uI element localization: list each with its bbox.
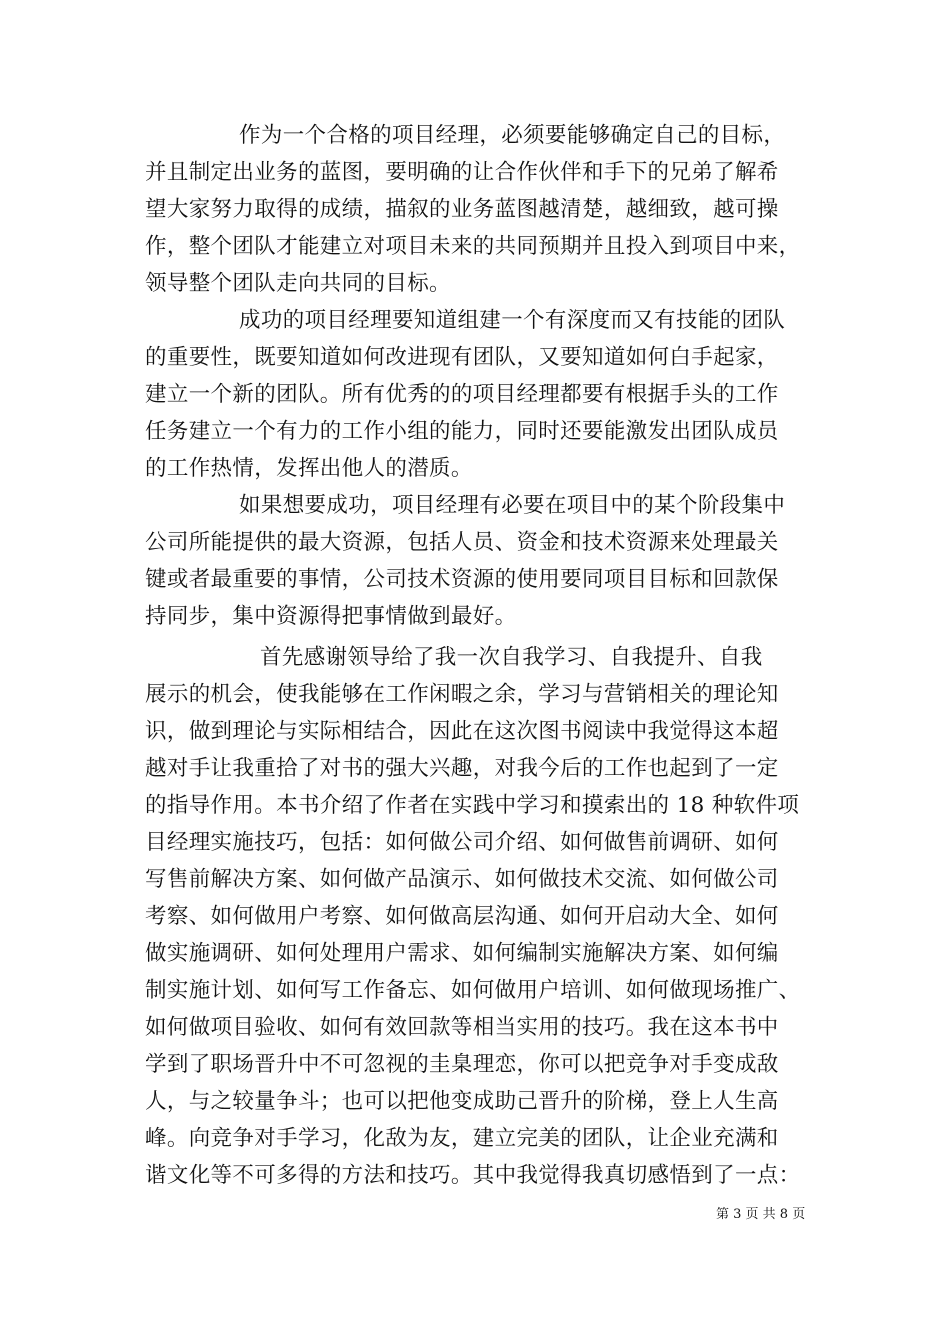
- paragraph-4-line-7: 写售前解决方案、如何做产品演示、如何做技术交流、如何做公司: [145, 867, 779, 892]
- paragraph-4-line-14: 峰。向竞争对手学习，化敌为友，建立完美的团队，让企业充满和: [145, 1126, 779, 1151]
- paragraph-4-line-3: 识，做到理论与实际相结合，因此在这次图书阅读中我觉得这本超: [145, 719, 779, 744]
- paragraph-3-line-1: 如果想要成功，项目经理有必要在项目中的某个阶段集中: [239, 493, 786, 518]
- paragraph-4-line-11: 如何做项目验收、如何有效回款等相当实用的技巧。我在这本书中: [145, 1015, 779, 1040]
- paragraph-1-line-2: 并且制定出业务的蓝图，要明确的让合作伙伴和手下的兄弟了解希: [145, 160, 779, 185]
- page-number-footer: 第 3 页 共 8 页: [716, 1207, 806, 1222]
- paragraph-3-line-3: 键或者最重要的事情，公司技术资源的使用要同项目目标和回款保: [145, 567, 779, 592]
- paragraph-2-line-1: 成功的项目经理要知道组建一个有深度而又有技能的团队: [239, 308, 786, 333]
- paragraph-4-line-1: 首先感谢领导给了我一次自我学习、自我提升、自我: [260, 645, 763, 670]
- paragraph-4-line-9: 做实施调研、如何处理用户需求、如何编制实施解决方案、如何编: [145, 941, 779, 966]
- paragraph-4-line-10: 制实施计划、如何写工作备忘、如何做用户培训、如何做现场推广、: [145, 978, 801, 1003]
- paragraph-1-line-1: 作为一个合格的项目经理，必须要能够确定自己的目标，: [239, 123, 786, 148]
- paragraph-1-line-5: 领导整个团队走向共同的目标。: [145, 271, 451, 296]
- paragraph-1-line-3: 望大家努力取得的成绩，描叙的业务蓝图越清楚，越细致，越可操: [145, 197, 779, 222]
- paragraph-4-line-12: 学到了职场晋升中不可忽视的圭臬理恋，你可以把竞争对手变成敌: [145, 1052, 779, 1077]
- paragraph-4-line-8: 考察、如何做用户考察、如何做高层沟通、如何开启动大全、如何: [145, 904, 779, 929]
- paragraph-4-line-5: 的指导作用。本书介绍了作者在实践中学习和摸索出的 18 种软件项: [145, 793, 800, 818]
- paragraph-2-line-2: 的重要性，既要知道如何改进现有团队，又要知道如何白手起家，: [145, 345, 779, 370]
- paragraph-4-line-4: 越对手让我重拾了对书的强大兴趣，对我今后的工作也起到了一定: [145, 756, 779, 781]
- paragraph-2-line-3: 建立一个新的团队。所有优秀的的项目经理都要有根据手头的工作: [145, 382, 779, 407]
- paragraph-3-line-2: 公司所能提供的最大资源，包括人员、资金和技术资源来处理最关: [145, 530, 779, 555]
- paragraph-4-line-2: 展示的机会，使我能够在工作闲暇之余，学习与营销相关的理论知: [145, 682, 779, 707]
- paragraph-4-line-13: 人，与之较量争斗；也可以把他变成助己晋升的阶梯，登上人生高: [145, 1089, 779, 1114]
- paragraph-4-line-15: 谐文化等不可多得的方法和技巧。其中我觉得我真切感悟到了一点：: [145, 1163, 801, 1188]
- paragraph-2-line-4: 任务建立一个有力的工作小组的能力，同时还要能激发出团队成员: [145, 419, 779, 444]
- paragraph-1-line-4: 作，整个团队才能建立对项目未来的共同预期并且投入到项目中来，: [145, 234, 801, 259]
- paragraph-2-line-5: 的工作热情，发挥出他人的潜质。: [145, 456, 473, 481]
- paragraph-4-line-6: 目经理实施技巧，包括：如何做公司介绍、如何做售前调研、如何: [145, 830, 779, 855]
- paragraph-3-line-4: 持同步，集中资源得把事情做到最好。: [145, 604, 517, 629]
